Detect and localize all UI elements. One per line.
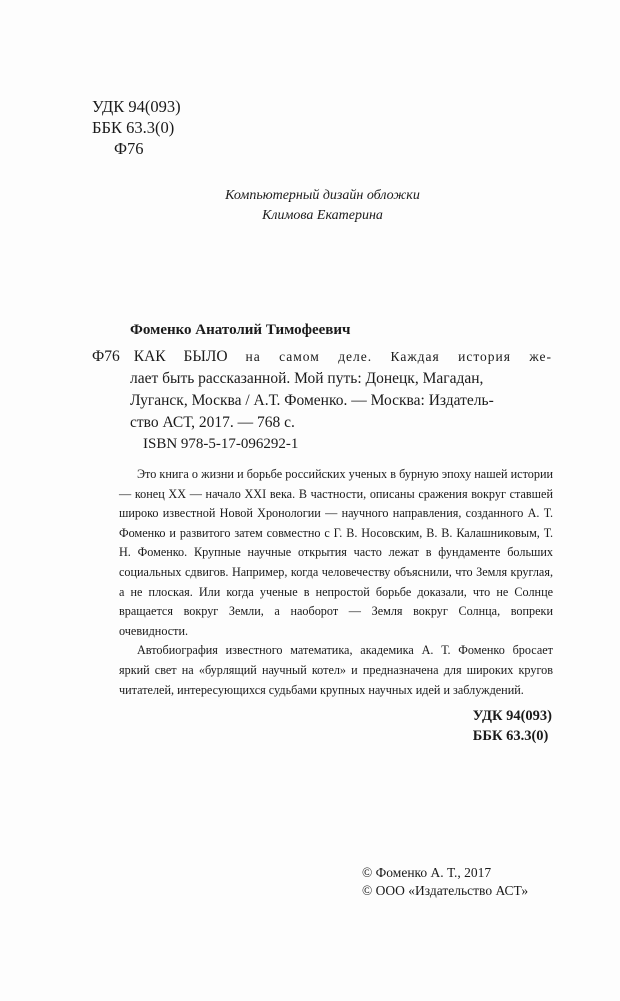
copyright-author: © Фоменко А. Т., 2017 — [362, 865, 492, 880]
annotation-paragraph-2: Автобиография известного математика, академика А. Т. Фоменко бросает яркий свет на «бурлящий научный котел» и предназначена для широких кругов читателей, интересующихся судьбами крупных научных идей и заблуждений. — [119, 643, 553, 697]
author-heading: Фоменко Анатолий Тимофеевич — [130, 322, 351, 338]
annotation — [119, 465, 553, 700]
annotation-paragraph-1: Это книга о жизни и борьбе российских ученых в бурную эпоху нашей истории — конец XX — начало XXI века. В частности, описаны сражения вокруг ставшей широко известной Новой Хронологии — научного направления, созданного А. Т. Фоменко и развитого затем совместно с Г. В. Носовским, В. В. Калашниковым, Т. Н. Фоменко. Крупные научные открытия часто лежат в фундаменте больших социальных сдвигов. Например, когда человечеству объяснили, что Земля круглая, а не плоская. Или когда ученые в непростой борьбе доказали, что не Солнце вращается вокруг Земли, а наоборот — Земля вокруг Солнца, вопреки очевидности. — [119, 467, 553, 638]
biblio-code: Ф76 — [92, 348, 120, 365]
biblio-title-caps: КАК БЫЛО — [133, 348, 228, 365]
biblio-line-3: Луганск, Москва / А.Т. Фоменко. — Москва: Издатель- — [130, 392, 494, 409]
isbn: ISBN 978-5-17-096292-1 — [143, 436, 299, 452]
biblio-line-2: лает быть рассказанной. Мой путь: Донецк, Магадан, — [130, 370, 484, 387]
author-mark: Ф76 — [114, 139, 144, 158]
cover-design-label: Компьютерный дизайн обложки — [225, 188, 420, 203]
bbk-code-bottom: ББК 63.3(0) — [472, 728, 549, 744]
cover-designer-name: Климова Екатерина — [262, 208, 383, 223]
biblio-line-1 — [92, 346, 552, 368]
udk-code-bottom: УДК 94(093) — [472, 708, 552, 724]
copyright-publisher: © ООО «Издательство АСТ» — [362, 883, 529, 898]
cover-design-credit — [0, 186, 620, 226]
bibliographic-record — [92, 346, 552, 434]
biblio-title-rest: на самом деле. Каждая история же- — [245, 349, 552, 364]
biblio-line-4: ство АСТ, 2017. — 768 с. — [130, 414, 295, 431]
bbk-code: ББК 63.3(0) — [92, 118, 175, 137]
udk-code: УДК 94(093) — [92, 97, 181, 116]
copyright-notice — [362, 864, 528, 900]
classification-codes-top — [92, 96, 181, 159]
classification-codes-bottom — [473, 706, 552, 746]
